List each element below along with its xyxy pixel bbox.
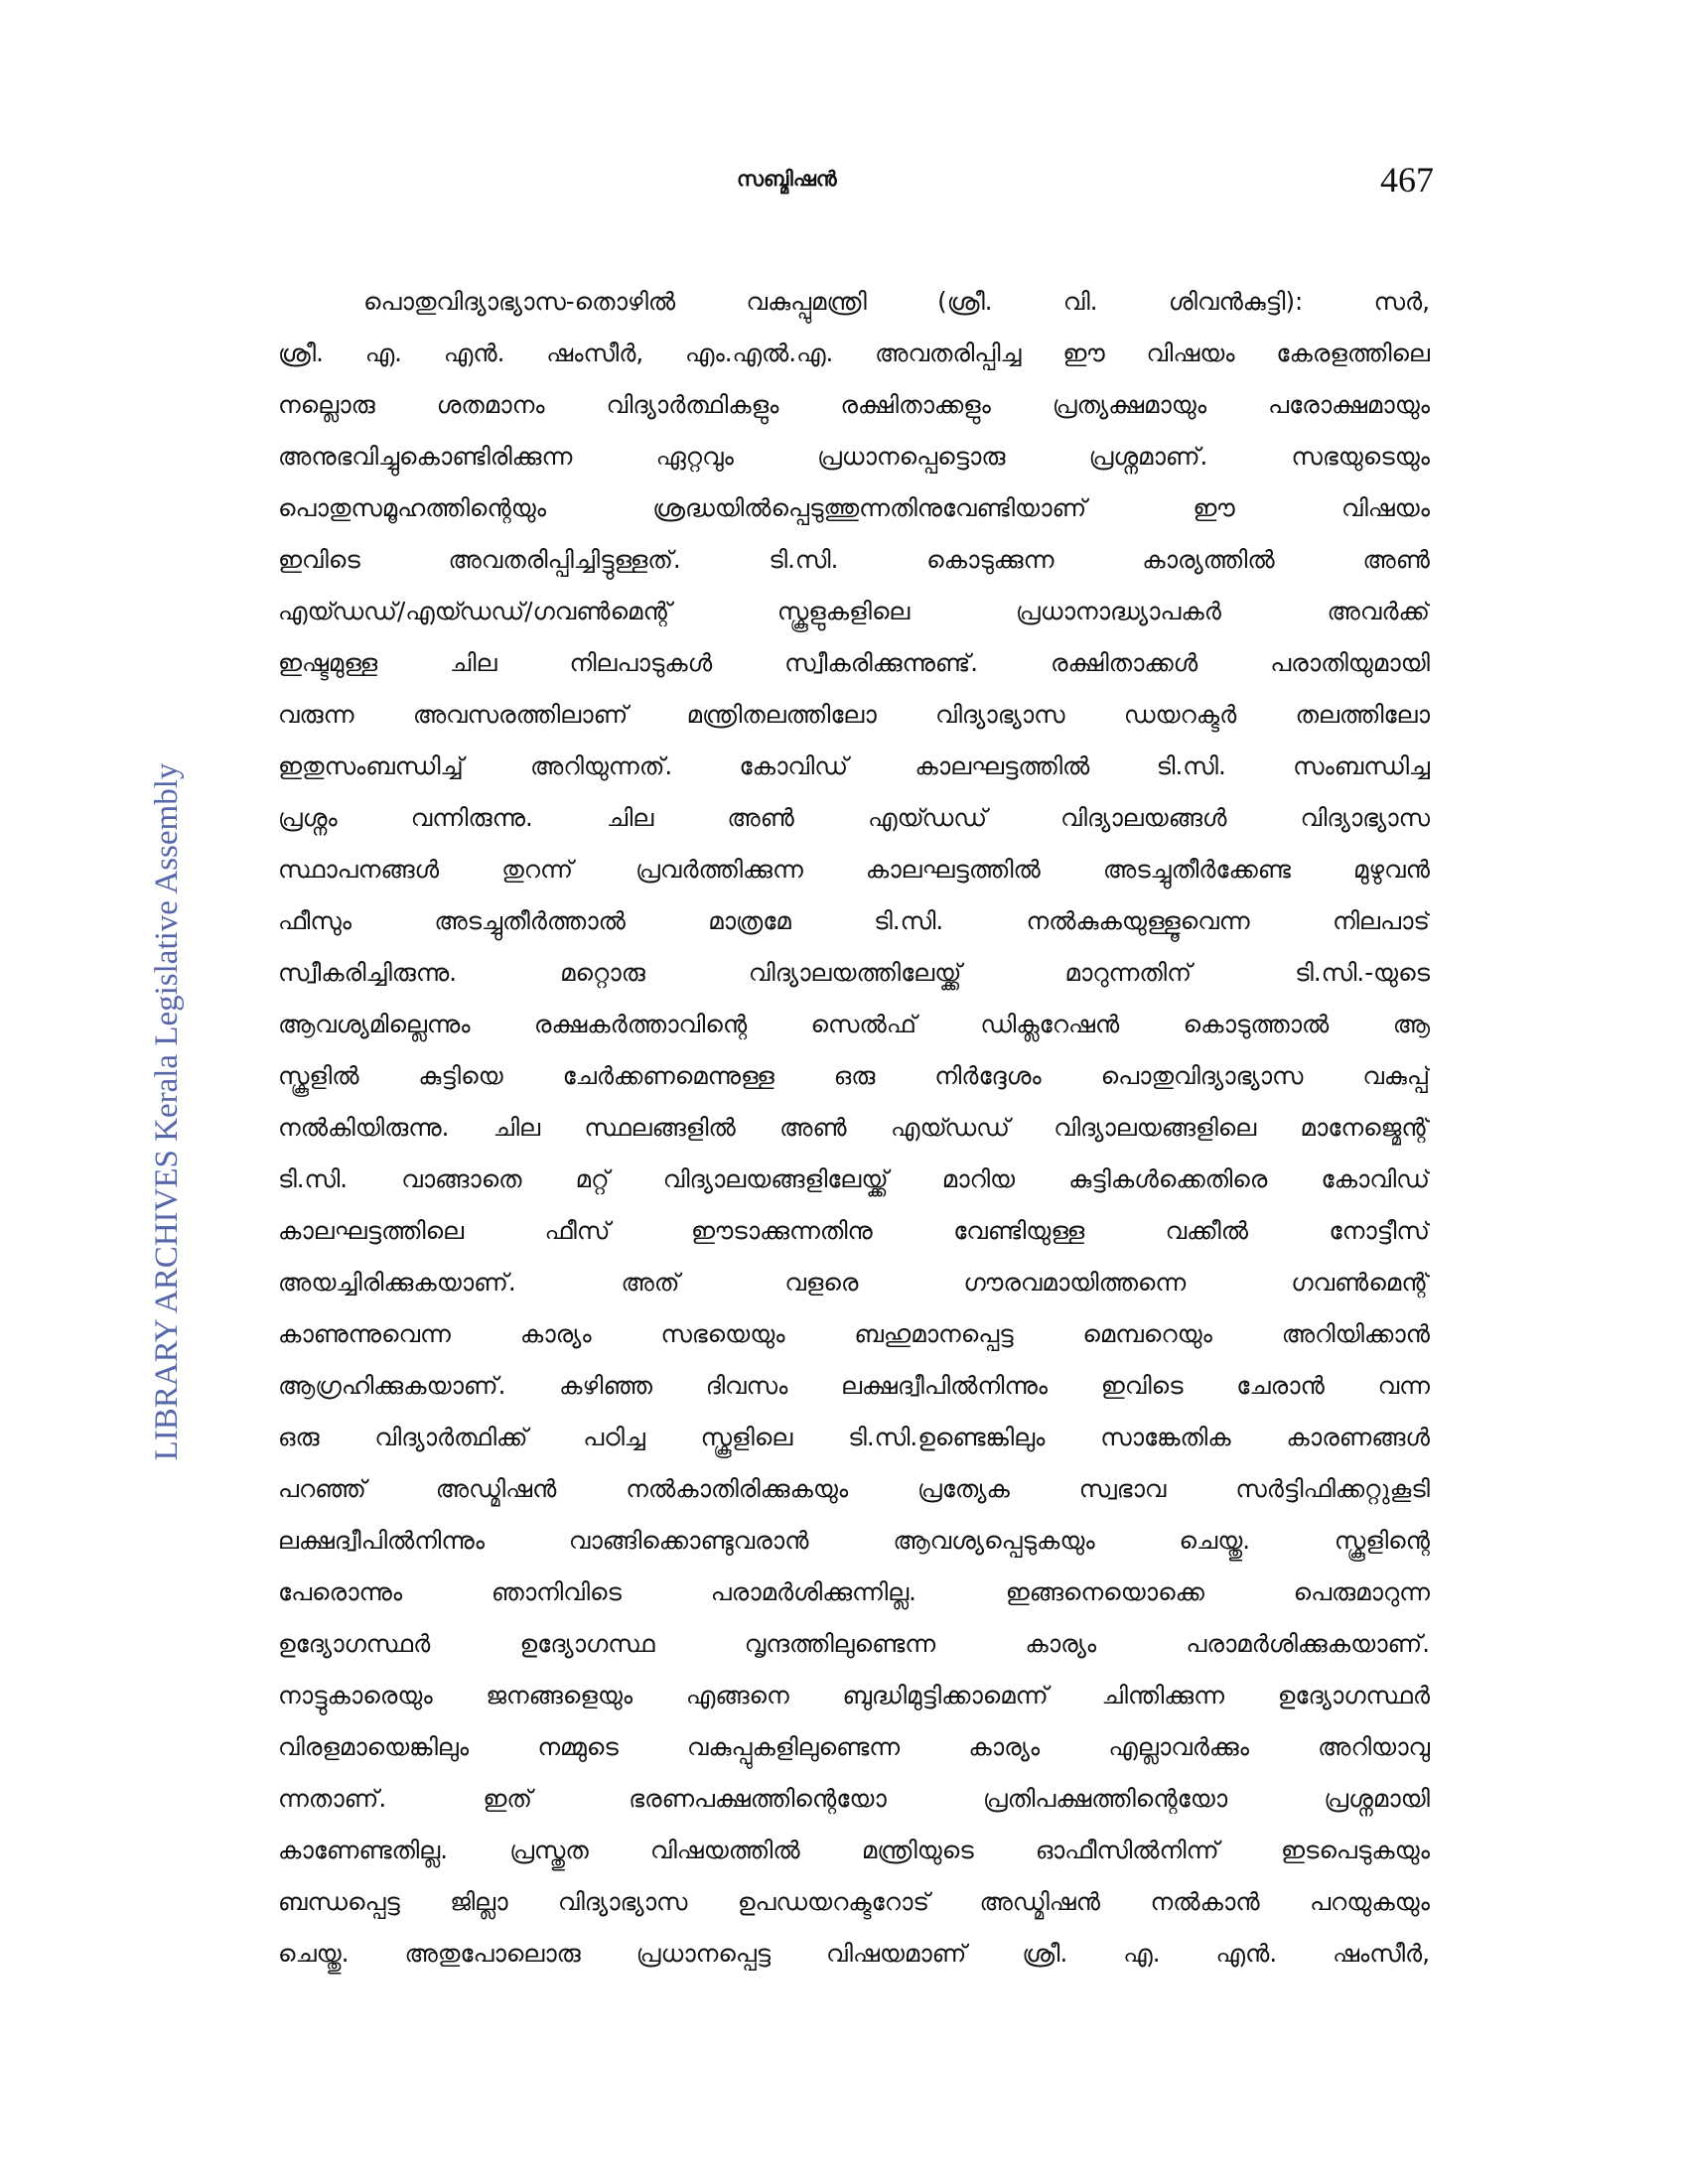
text-line: ശ്രീ. എ. എൻ. ഷംസീർ, എം.എൽ.എ. അവതരിപ്പിച്ച ഈ വിഷയം കേരളത്തിലെ <box>278 339 1430 367</box>
text-line: അയച്ചിരിക്കുകയാണ്. അത് വളരെ ഗൗരവമായിത്തന്നെ ഗവൺമെന്റ് <box>278 1268 1430 1297</box>
text-line: നല്ലൊരു ശതമാനം വിദ്യാർത്ഥികളും രക്ഷിതാക്കളും പ്രത്യക്ഷമായും പരോക്ഷമായും <box>278 390 1430 419</box>
text-line: സ്വീകരിച്ചിരുന്നു. മറ്റൊരു വിദ്യാലയത്തിലേയ്ക്ക് മാറുന്നതിന് ടി.സി.-യുടെ <box>278 958 1430 987</box>
text-line: പേരൊന്നും ഞാനിവിടെ പരാമർശിക്കുന്നില്ല. ഇങ്ങനെയൊക്കെ പെരുമാറുന്ന <box>278 1577 1430 1606</box>
body-paragraph <box>278 276 1430 1979</box>
text-line: കാണുന്നുവെന്ന കാര്യം സഭയെയും ബഹുമാനപ്പെട്ട മെമ്പറെയും അറിയിക്കാൻ <box>278 1319 1430 1348</box>
text-line: അനുഭവിച്ചുകൊണ്ടിരിക്കുന്ന ഏറ്റവും പ്രധാനപ്പെട്ടൊരു പ്രശ്നമാണ്. സഭയുടെയും <box>278 442 1430 471</box>
archive-watermark: LIBRARY ARCHIVES Kerala Legislative Assembly <box>149 762 185 1461</box>
text-line: ആവശ്യമില്ലെന്നും രക്ഷകർത്താവിന്റെ സെൽഫ് ഡിക്ലറേഷൻ കൊടുത്താൽ ആ <box>278 1010 1430 1038</box>
text-line: പൊതുവിദ്യാഭ്യാസ-തൊഴിൽ വകുപ്പുമന്ത്രി (ശ്രീ. വി. ശിവൻകുട്ടി): സർ, <box>363 287 1430 316</box>
text-line: സ്കൂളിൽ കുട്ടിയെ ചേർക്കണമെന്നുള്ള ഒരു നിർദ്ദേശം പൊതുവിദ്യാഭ്യാസ വകുപ്പ് <box>278 1061 1430 1090</box>
text-line: ഉദ്യോഗസ്ഥർ ഉദ്യോഗസ്ഥ വൃന്ദത്തിലുണ്ടെന്ന കാര്യം പരാമർശിക്കുകയാണ്. <box>278 1629 1430 1658</box>
text-line: ഇഷ്ടമുള്ള ചില നിലപാടുകൾ സ്വീകരിക്കുന്നുണ്ട്. രക്ഷിതാക്കൾ പരാതിയുമായി <box>278 648 1430 677</box>
text-line: പറഞ്ഞ് അഡ്മിഷൻ നൽകാതിരിക്കുകയും പ്രത്യേക സ്വഭാവ സർട്ടിഫിക്കറ്റുകൂടി <box>278 1474 1430 1503</box>
text-line: പൊതുസമൂഹത്തിന്റെയും ശ്രദ്ധയിൽപ്പെടുത്തുന്നതിനുവേണ്ടിയാണ് ഈ വിഷയം <box>278 493 1430 522</box>
text-line: ഒരു വിദ്യാർത്ഥിക്ക് പഠിച്ച സ്കൂളിലെ ടി.സി.ഉണ്ടെങ്കിലും സാങ്കേതിക കാരണങ്ങൾ <box>278 1423 1430 1451</box>
text-line: ചെയ്തു. അതുപോലൊരു പ്രധാനപ്പെട്ട വിഷയമാണ് ശ്രീ. എ. എൻ. ഷംസീർ, <box>278 1939 1430 1968</box>
text-line: നൽകിയിരുന്നു. ചില സ്ഥലങ്ങളിൽ അൺ എയ്ഡഡ് വിദ്യാലയങ്ങളിലെ മാനേജ്മെന്റ് <box>278 1113 1430 1142</box>
running-title: സബ്മിഷൻ <box>737 167 837 191</box>
page-number: 467 <box>1380 160 1434 200</box>
text-line: ഫീസും അടച്ചുതീർത്താൽ മാത്രമേ ടി.സി. നൽകുകയുള്ളൂവെന്ന നിലപാട് <box>278 906 1430 935</box>
text-line: കാലഘട്ടത്തിലെ ഫീസ് ഈടാക്കുന്നതിനു വേണ്ടിയുള്ള വക്കീൽ നോട്ടീസ് <box>278 1216 1430 1245</box>
text-line: സ്ഥാപനങ്ങൾ തുറന്ന് പ്രവർത്തിക്കുന്ന കാലഘട്ടത്തിൽ അടച്ചുതീർക്കേണ്ട മുഴുവൻ <box>278 855 1430 884</box>
text-line: കാണേണ്ടതില്ല. പ്രസ്തുത വിഷയത്തിൽ മന്ത്രിയുടെ ഓഫീസിൽനിന്ന് ഇടപെടുകയും <box>278 1836 1430 1864</box>
text-line: ആഗ്രഹിക്കുകയാണ്. കഴിഞ്ഞ ദിവസം ലക്ഷദ്വീപിൽനിന്നും ഇവിടെ ചേരാൻ വന്ന <box>278 1371 1430 1400</box>
text-line: വരുന്ന അവസരത്തിലാണ് മന്ത്രിതലത്തിലോ വിദ്യാഭ്യാസ ഡയറക്ടർ തലത്തിലോ <box>278 700 1430 729</box>
text-line: ടി.സി. വാങ്ങാതെ മറ്റ് വിദ്യാലയങ്ങളിലേയ്ക്ക് മാറിയ കുട്ടികൾക്കെതിരെ കോവിഡ് <box>278 1164 1430 1193</box>
text-line: നാട്ടുകാരെയും ജനങ്ങളെയും എങ്ങനെ ബുദ്ധിമുട്ടിക്കാമെന്ന് ചിന്തിക്കുന്ന ഉദ്യോഗസ്ഥർ <box>278 1681 1430 1709</box>
text-line: വിരളമായെങ്കിലും നമ്മുടെ വകുപ്പുകളിലുണ്ടെന്ന കാര്യം എല്ലാവർക്കും അറിയാവു <box>278 1732 1430 1761</box>
text-line: ബന്ധപ്പെട്ട ജില്ലാ വിദ്യാഭ്യാസ ഉപഡയറക്ടറോട് അഡ്മിഷൻ നൽകാൻ പറയുകയും <box>278 1887 1430 1916</box>
text-line: ഇതുസംബന്ധിച്ച് അറിയുന്നത്. കോവിഡ് കാലഘട്ടത്തിൽ ടി.സി. സംബന്ധിച്ച <box>278 751 1430 780</box>
text-line: എയ്ഡഡ്/എയ്ഡഡ്/ഗവൺമെന്റ് സ്കൂളുകളിലെ പ്രധാനാദ്ധ്യാപകർ അവർക്ക് <box>278 597 1430 625</box>
text-line: ലക്ഷദ്വീപിൽനിന്നും വാങ്ങിക്കൊണ്ടുവരാൻ ആവശ്യപ്പെടുകയും ചെയ്തു. സ്കൂളിന്റെ <box>278 1526 1430 1555</box>
text-line: പ്രശ്നം വന്നിരുന്നു. ചില അൺ എയ്ഡഡ് വിദ്യാലയങ്ങൾ വിദ്യാഭ്യാസ <box>278 803 1430 832</box>
text-line: ഇവിടെ അവതരിപ്പിച്ചിട്ടുള്ളത്. ടി.സി. കൊടുക്കുന്ന കാര്യത്തിൽ അൺ <box>278 545 1430 574</box>
text-line: ന്നതാണ്. ഇത് ഭരണപക്ഷത്തിന്റെയോ പ്രതിപക്ഷത്തിന്റെയോ പ്രശ്നമായി <box>278 1784 1430 1813</box>
